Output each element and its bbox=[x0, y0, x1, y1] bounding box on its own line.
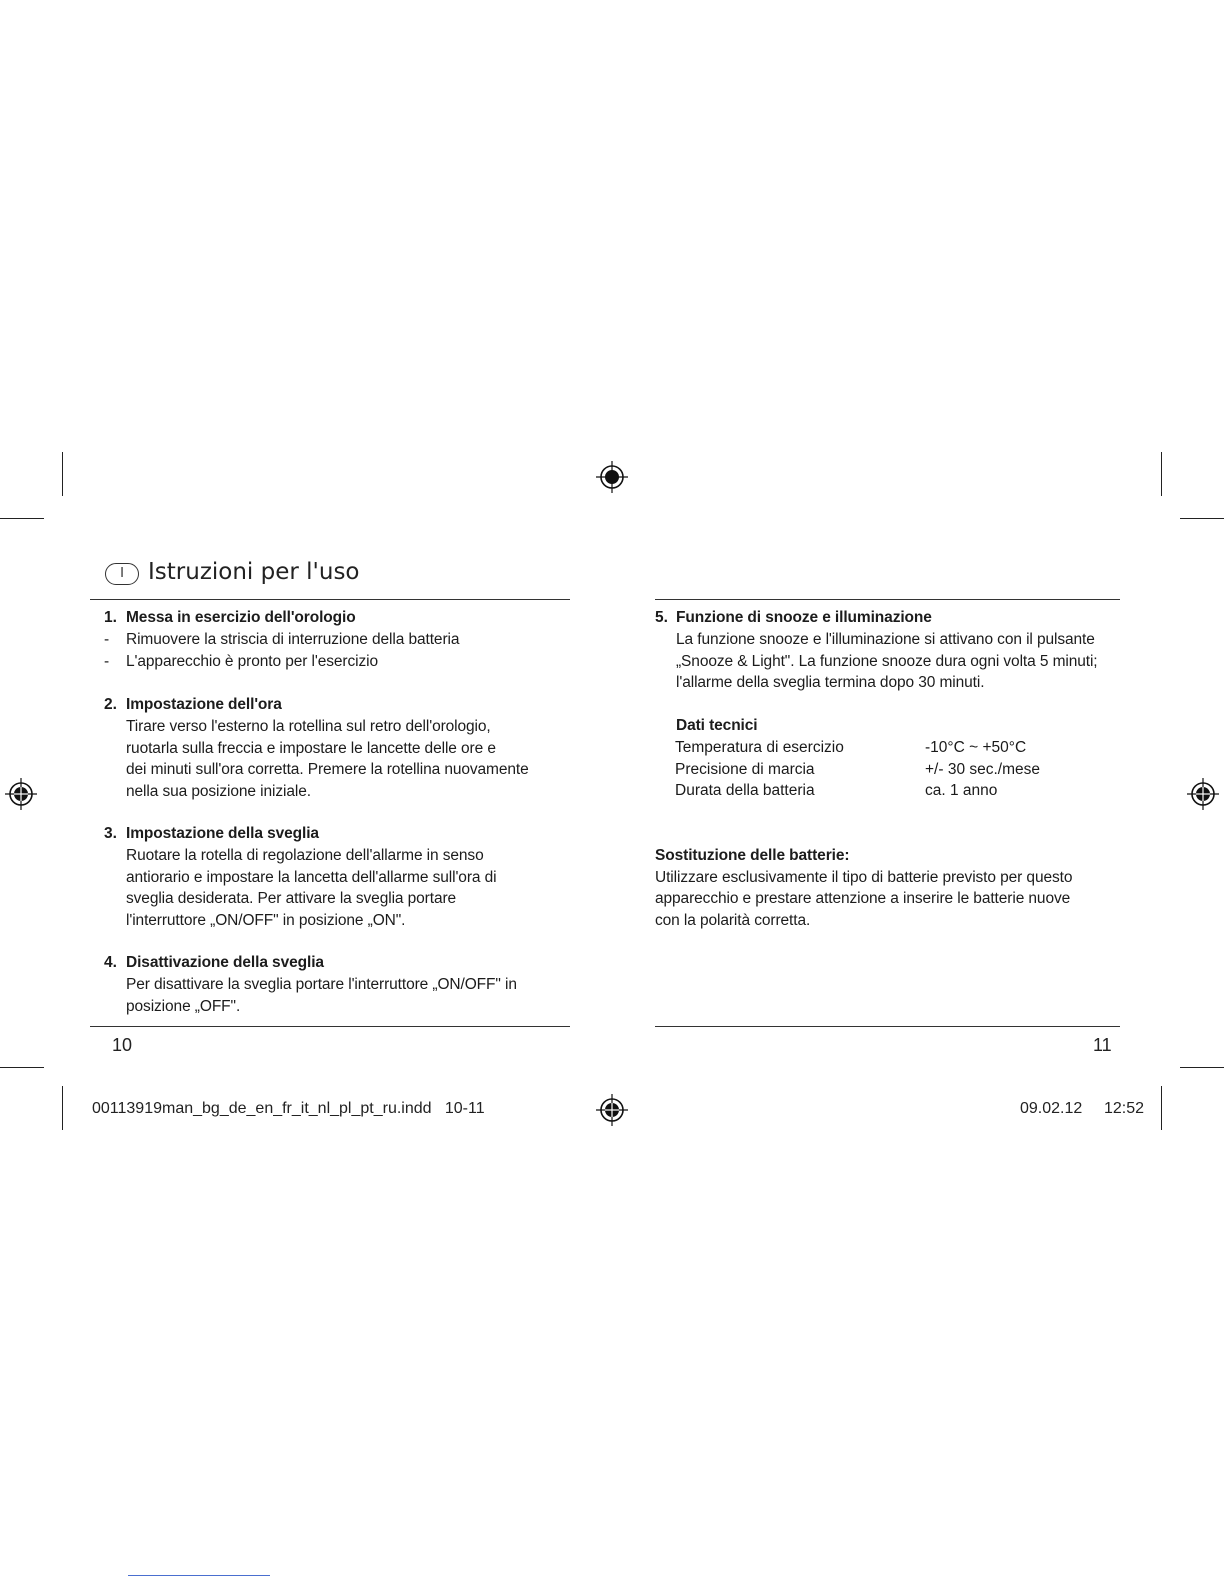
crop-mark-top-right-vertical bbox=[1161, 452, 1162, 496]
spec-label: Precisione di marcia bbox=[675, 761, 815, 778]
spec-row bbox=[675, 737, 1095, 759]
body-line: La funzione snooze e l'illuminazione si attivano con il pulsante bbox=[676, 631, 1095, 648]
registration-mark-icon bbox=[596, 461, 628, 493]
section-heading: Impostazione dell'ora bbox=[126, 696, 282, 713]
spec-row bbox=[675, 759, 1095, 781]
spec-row bbox=[675, 780, 1095, 802]
body-line: con la polarità corretta. bbox=[655, 912, 811, 929]
slug-filename: 00113919man_bg_de_en_fr_it_nl_pl_pt_ru.indd 10-11 bbox=[92, 1100, 485, 1117]
language-badge: I bbox=[105, 563, 139, 585]
body-line: posizione „OFF". bbox=[126, 998, 241, 1015]
body-line: l'allarme della sveglia termina dopo 30 minuti. bbox=[676, 674, 985, 691]
bullet-marker: - bbox=[104, 653, 110, 670]
crop-mark-bottom-right-vertical bbox=[1161, 1086, 1162, 1130]
bullet-marker: - bbox=[104, 631, 110, 648]
crop-mark-top-left-horizontal bbox=[0, 518, 44, 519]
body-line: apparecchio e prestare attenzione a inserire le batterie nuove bbox=[655, 890, 1071, 907]
spec-value: -10°C ~ +50°C bbox=[925, 739, 1027, 756]
registration-mark-icon bbox=[596, 1094, 628, 1126]
spec-label: Durata della batteria bbox=[675, 782, 815, 799]
right-top-rule bbox=[655, 599, 1120, 600]
crop-mark-bottom-left-vertical bbox=[62, 1086, 63, 1130]
body-line: Ruotare la rotella di regolazione dell'allarme in senso bbox=[126, 847, 484, 864]
body-line: dei minuti sull'ora corretta. Premere la rotellina nuovamente bbox=[126, 761, 529, 778]
section-number: 2. bbox=[104, 696, 117, 713]
body-line: ruotarla sulla freccia e impostare le lancette delle ore e bbox=[126, 740, 496, 757]
section-number: 3. bbox=[104, 825, 117, 842]
crop-mark-bottom-left-horizontal bbox=[0, 1067, 44, 1068]
body-line: sveglia desiderata. Per attivare la sveglia portare bbox=[126, 890, 457, 907]
section-heading: Messa in esercizio dell'orologio bbox=[126, 609, 356, 626]
right-bottom-rule bbox=[655, 1026, 1120, 1027]
section-heading: Funzione di snooze e illuminazione bbox=[676, 609, 932, 626]
crop-mark-top-right-horizontal bbox=[1180, 518, 1224, 519]
crop-mark-bottom-right-horizontal bbox=[1180, 1067, 1224, 1068]
spec-value: +/- 30 sec./mese bbox=[925, 761, 1041, 778]
body-line: Per disattivare la sveglia portare l'interruttore „ON/OFF" in bbox=[126, 976, 517, 993]
page-number-right: 11 bbox=[1093, 1035, 1112, 1055]
body-line: Tirare verso l'esterno la rotellina sul retro dell'orologio, bbox=[126, 718, 491, 735]
section-heading: Impostazione della sveglia bbox=[126, 825, 319, 842]
body-line: Utilizzare esclusivamente il tipo di batterie previsto per questo bbox=[655, 869, 1073, 886]
body-line: „Snooze & Light". La funzione snooze dura ogni volta 5 minuti; bbox=[676, 653, 1098, 670]
crop-mark-top-left-vertical bbox=[62, 452, 63, 496]
battery-heading: Sostituzione delle batterie: bbox=[655, 847, 850, 864]
body-line: nella sua posizione iniziale. bbox=[126, 783, 311, 800]
page-number-left: 10 bbox=[112, 1035, 133, 1055]
page-title: Istruzioni per l'uso bbox=[148, 559, 360, 585]
spec-label: Temperatura di esercizio bbox=[675, 739, 844, 756]
specs-heading: Dati tecnici bbox=[676, 717, 758, 734]
bullet-text: Rimuovere la striscia di interruzione della batteria bbox=[126, 631, 460, 648]
registration-mark-icon bbox=[1187, 778, 1219, 810]
section-number: 4. bbox=[104, 954, 117, 971]
slug-date: 09.02.12 bbox=[1020, 1100, 1083, 1117]
section-number: 1. bbox=[104, 609, 117, 626]
spec-value: ca. 1 anno bbox=[925, 782, 998, 799]
left-bottom-rule bbox=[90, 1026, 570, 1027]
slug-time: 12:52 bbox=[1104, 1100, 1145, 1117]
left-top-rule bbox=[90, 599, 570, 600]
registration-mark-icon bbox=[5, 778, 37, 810]
bullet-text: L'apparecchio è pronto per l'esercizio bbox=[126, 653, 378, 670]
section-number: 5. bbox=[655, 609, 668, 626]
bottom-blue-line bbox=[128, 1575, 270, 1576]
body-line: l'interruttore „ON/OFF" in posizione „ON". bbox=[126, 912, 406, 929]
body-line: antiorario e impostare la lancetta dell'allarme sull'ora di bbox=[126, 869, 497, 886]
section-heading: Disattivazione della sveglia bbox=[126, 954, 324, 971]
